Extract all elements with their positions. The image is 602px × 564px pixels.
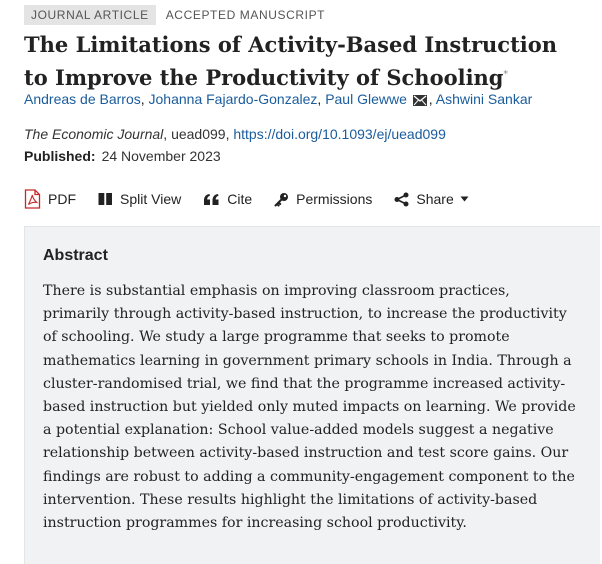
envelope-icon[interactable] [413, 92, 427, 110]
article-tags [24, 5, 329, 25]
author-link[interactable]: Johanna Fajardo-Gonzalez [148, 91, 318, 107]
published-date: 24 November 2023 [101, 148, 221, 164]
article-title [24, 30, 584, 93]
manuscript-status-tag: ACCEPTED MANUSCRIPT [165, 8, 326, 22]
author-link[interactable]: Ashwini Sankar [435, 91, 533, 107]
permissions-label: Permissions [296, 191, 373, 207]
permissions-button[interactable] [274, 191, 372, 207]
citation-line [24, 125, 446, 143]
share-icon [394, 192, 409, 207]
share-label: Share [416, 191, 454, 207]
share-button[interactable] [394, 191, 468, 207]
abstract-text: There is substantial emphasis on improving classroom practices, primarily through activity-based instruction, to increase the productivity of schooling. We study a large programme that seeks to promote mathematics learning in government primary schools in India. Through a cluster-randomised trial, we find that the programme increased activity-based instruction but yielded only muted impacts on learning. We provide a potential explanation: School value-added models suggest a negative relationship between activity-based instruction and test score gains. Our findings are robust to adding a community-engagement component to the intervention. These results highlight the limitations of activity-based instruction programmes for increasing school productivity. [43, 283, 576, 532]
pdf-label: PDF [48, 191, 76, 207]
pdf-icon [24, 189, 41, 209]
journal-name: The Economic Journal [24, 126, 164, 142]
author-link[interactable]: Paul Glewwe [325, 91, 407, 107]
published-label: Published: [24, 148, 96, 164]
cite-label: Cite [227, 191, 253, 207]
article-toolbar [24, 187, 469, 211]
cite-button[interactable] [203, 191, 252, 207]
abstract-section [24, 226, 600, 564]
article-id: , uead099, [163, 126, 234, 142]
author-list [24, 90, 532, 110]
author-link[interactable]: Andreas de Barros [24, 91, 141, 107]
article-title-text: The Limitations of Activity-Based Instruction to Improve the Productivity of Schooling [24, 32, 558, 90]
key-icon [274, 192, 289, 207]
split-view-label: Split View [120, 191, 182, 207]
author-separator: , [317, 91, 322, 107]
split-view-icon [98, 192, 113, 206]
published-line [24, 147, 221, 165]
quote-icon [203, 193, 220, 206]
split-view-button[interactable] [98, 191, 181, 207]
pdf-button[interactable] [24, 189, 76, 209]
abstract-heading: Abstract [43, 247, 108, 264]
caret-down-icon [460, 196, 469, 202]
author-separator: , [428, 91, 433, 107]
author-separator: , [140, 91, 145, 107]
doi-link[interactable]: https://doi.org/10.1093/ej/uead099 [233, 126, 446, 142]
title-footnote-mark[interactable]: * [503, 70, 508, 80]
article-type-tag: JOURNAL ARTICLE [24, 5, 156, 25]
